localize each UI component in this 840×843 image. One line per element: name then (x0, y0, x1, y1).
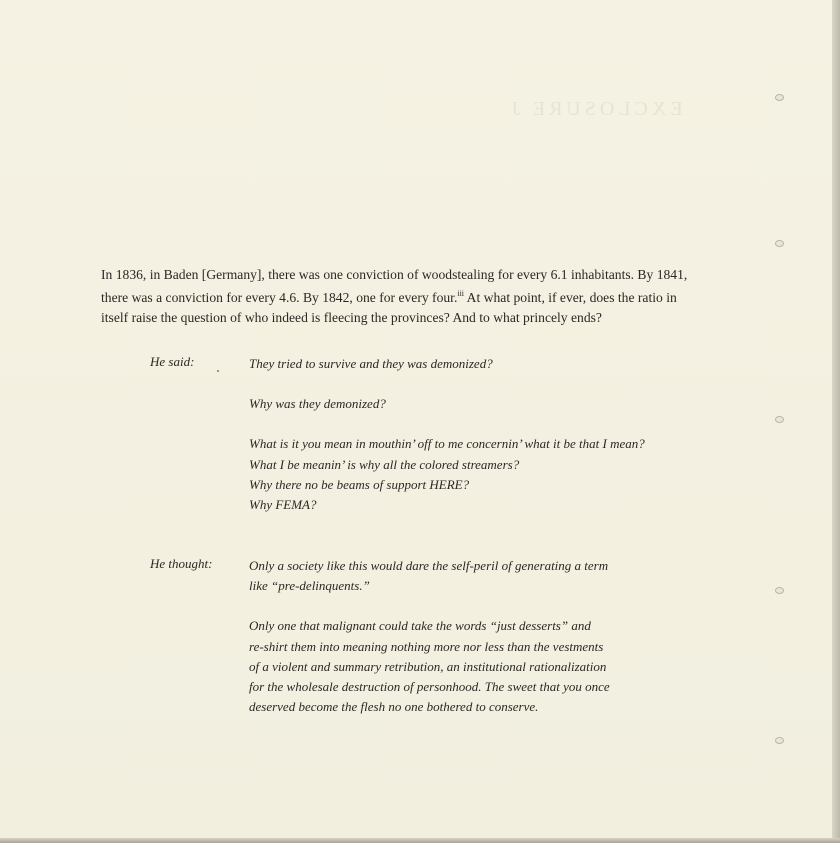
intro-paragraph: In 1836, in Baden [Germany], there was one conviction of woodstealing for every 6.1 inhabitants. By 1841, there was a conviction for every 4.6. By 1842, one for every four.$^{iii}$ At what point, if ever, does the ratio in itself raise the question of who indeed is fleecing the provinces? And to what princely ends? (101, 266, 688, 325)
thought-speaker-label: He thought: (150, 556, 213, 571)
page-edge-right (832, 0, 840, 843)
said-line: Why FEMA? (249, 497, 317, 513)
endnote-marker[interactable]: iii (457, 289, 465, 299)
thought-line: deserved become the flesh no one bothered to conserve. (249, 699, 539, 715)
stray-mark (217, 370, 219, 372)
said-line: What I be meanin’ is why all the colored streamers? (249, 456, 520, 472)
said-line: Why there no be beams of support HERE? (249, 476, 470, 492)
binder-hole (775, 240, 784, 247)
thought-line: Only a society like this would dare the self-peril of generating a term (249, 558, 609, 573)
page-edge-bottom (0, 838, 840, 843)
thought-line: like “pre-delinquents.” (249, 578, 370, 594)
thought-line: of a violent and summary retribution, an institutional rationalization (249, 658, 607, 674)
said-line: Why was they demonized? (249, 396, 386, 412)
binder-hole (775, 416, 784, 423)
thought-line: for the wholesale destruction of personhood. The sweet that you once (249, 679, 610, 695)
said-line: What is it you mean in mouthin’ off to me concernin’ what it be that I mean? (249, 436, 645, 452)
binder-hole (775, 737, 784, 744)
binder-hole (775, 587, 784, 594)
bleed-through-heading: EXCLOSURE J (508, 98, 683, 120)
thought-line: Only one that malignant could take the words “just desserts” and (249, 618, 591, 634)
binder-hole (775, 94, 784, 101)
said-line: They tried to survive and they was demonized? (249, 356, 493, 371)
said-speaker-label: He said: (150, 354, 195, 369)
thought-passage (249, 556, 610, 717)
thought-line: re-shirt them into meaning nothing more nor less than the vestments (249, 638, 604, 654)
said-dialogue (249, 354, 645, 515)
